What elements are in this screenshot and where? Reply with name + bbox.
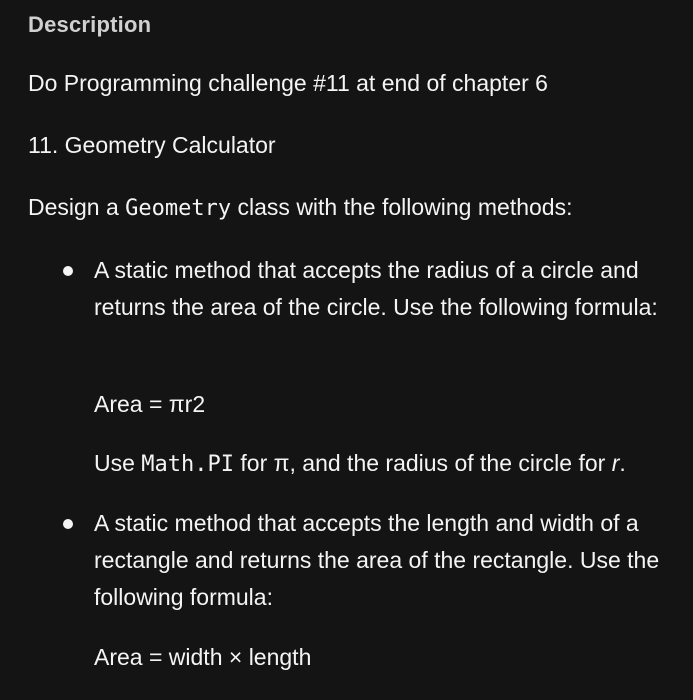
note-suffix: . [619, 450, 626, 476]
math-pi-code: Math.PI [141, 452, 235, 477]
class-name-code: Geometry [125, 196, 232, 221]
note-prefix: Use [94, 450, 142, 476]
design-suffix: class with the following methods: [231, 194, 573, 220]
rectangle-method-text: A static method that accepts the length and width of a rectangle and returns the area of the rectangle. Use the following formula: [94, 510, 660, 610]
problem-title: 11. Geometry Calculator [28, 132, 276, 158]
intro-text: Do Programming challenge #11 at end of chapter 6 [28, 70, 548, 96]
design-prefix: Design a [28, 194, 126, 220]
note-radius-var: r [611, 450, 620, 476]
design-statement [28, 194, 572, 221]
bullet-icon [63, 266, 73, 276]
section-heading: Description [28, 12, 152, 37]
circle-note [94, 450, 626, 477]
rectangle-area-formula: Area = width × length [94, 644, 312, 670]
note-middle: for π, and the radius of the circle for [234, 450, 612, 476]
circle-method-text: A static method that accepts the radius of a circle and returns the area of the circle. Use the following formula: [94, 257, 658, 320]
circle-area-formula: Area = πr2 [94, 391, 206, 417]
bullet-icon [63, 519, 73, 529]
